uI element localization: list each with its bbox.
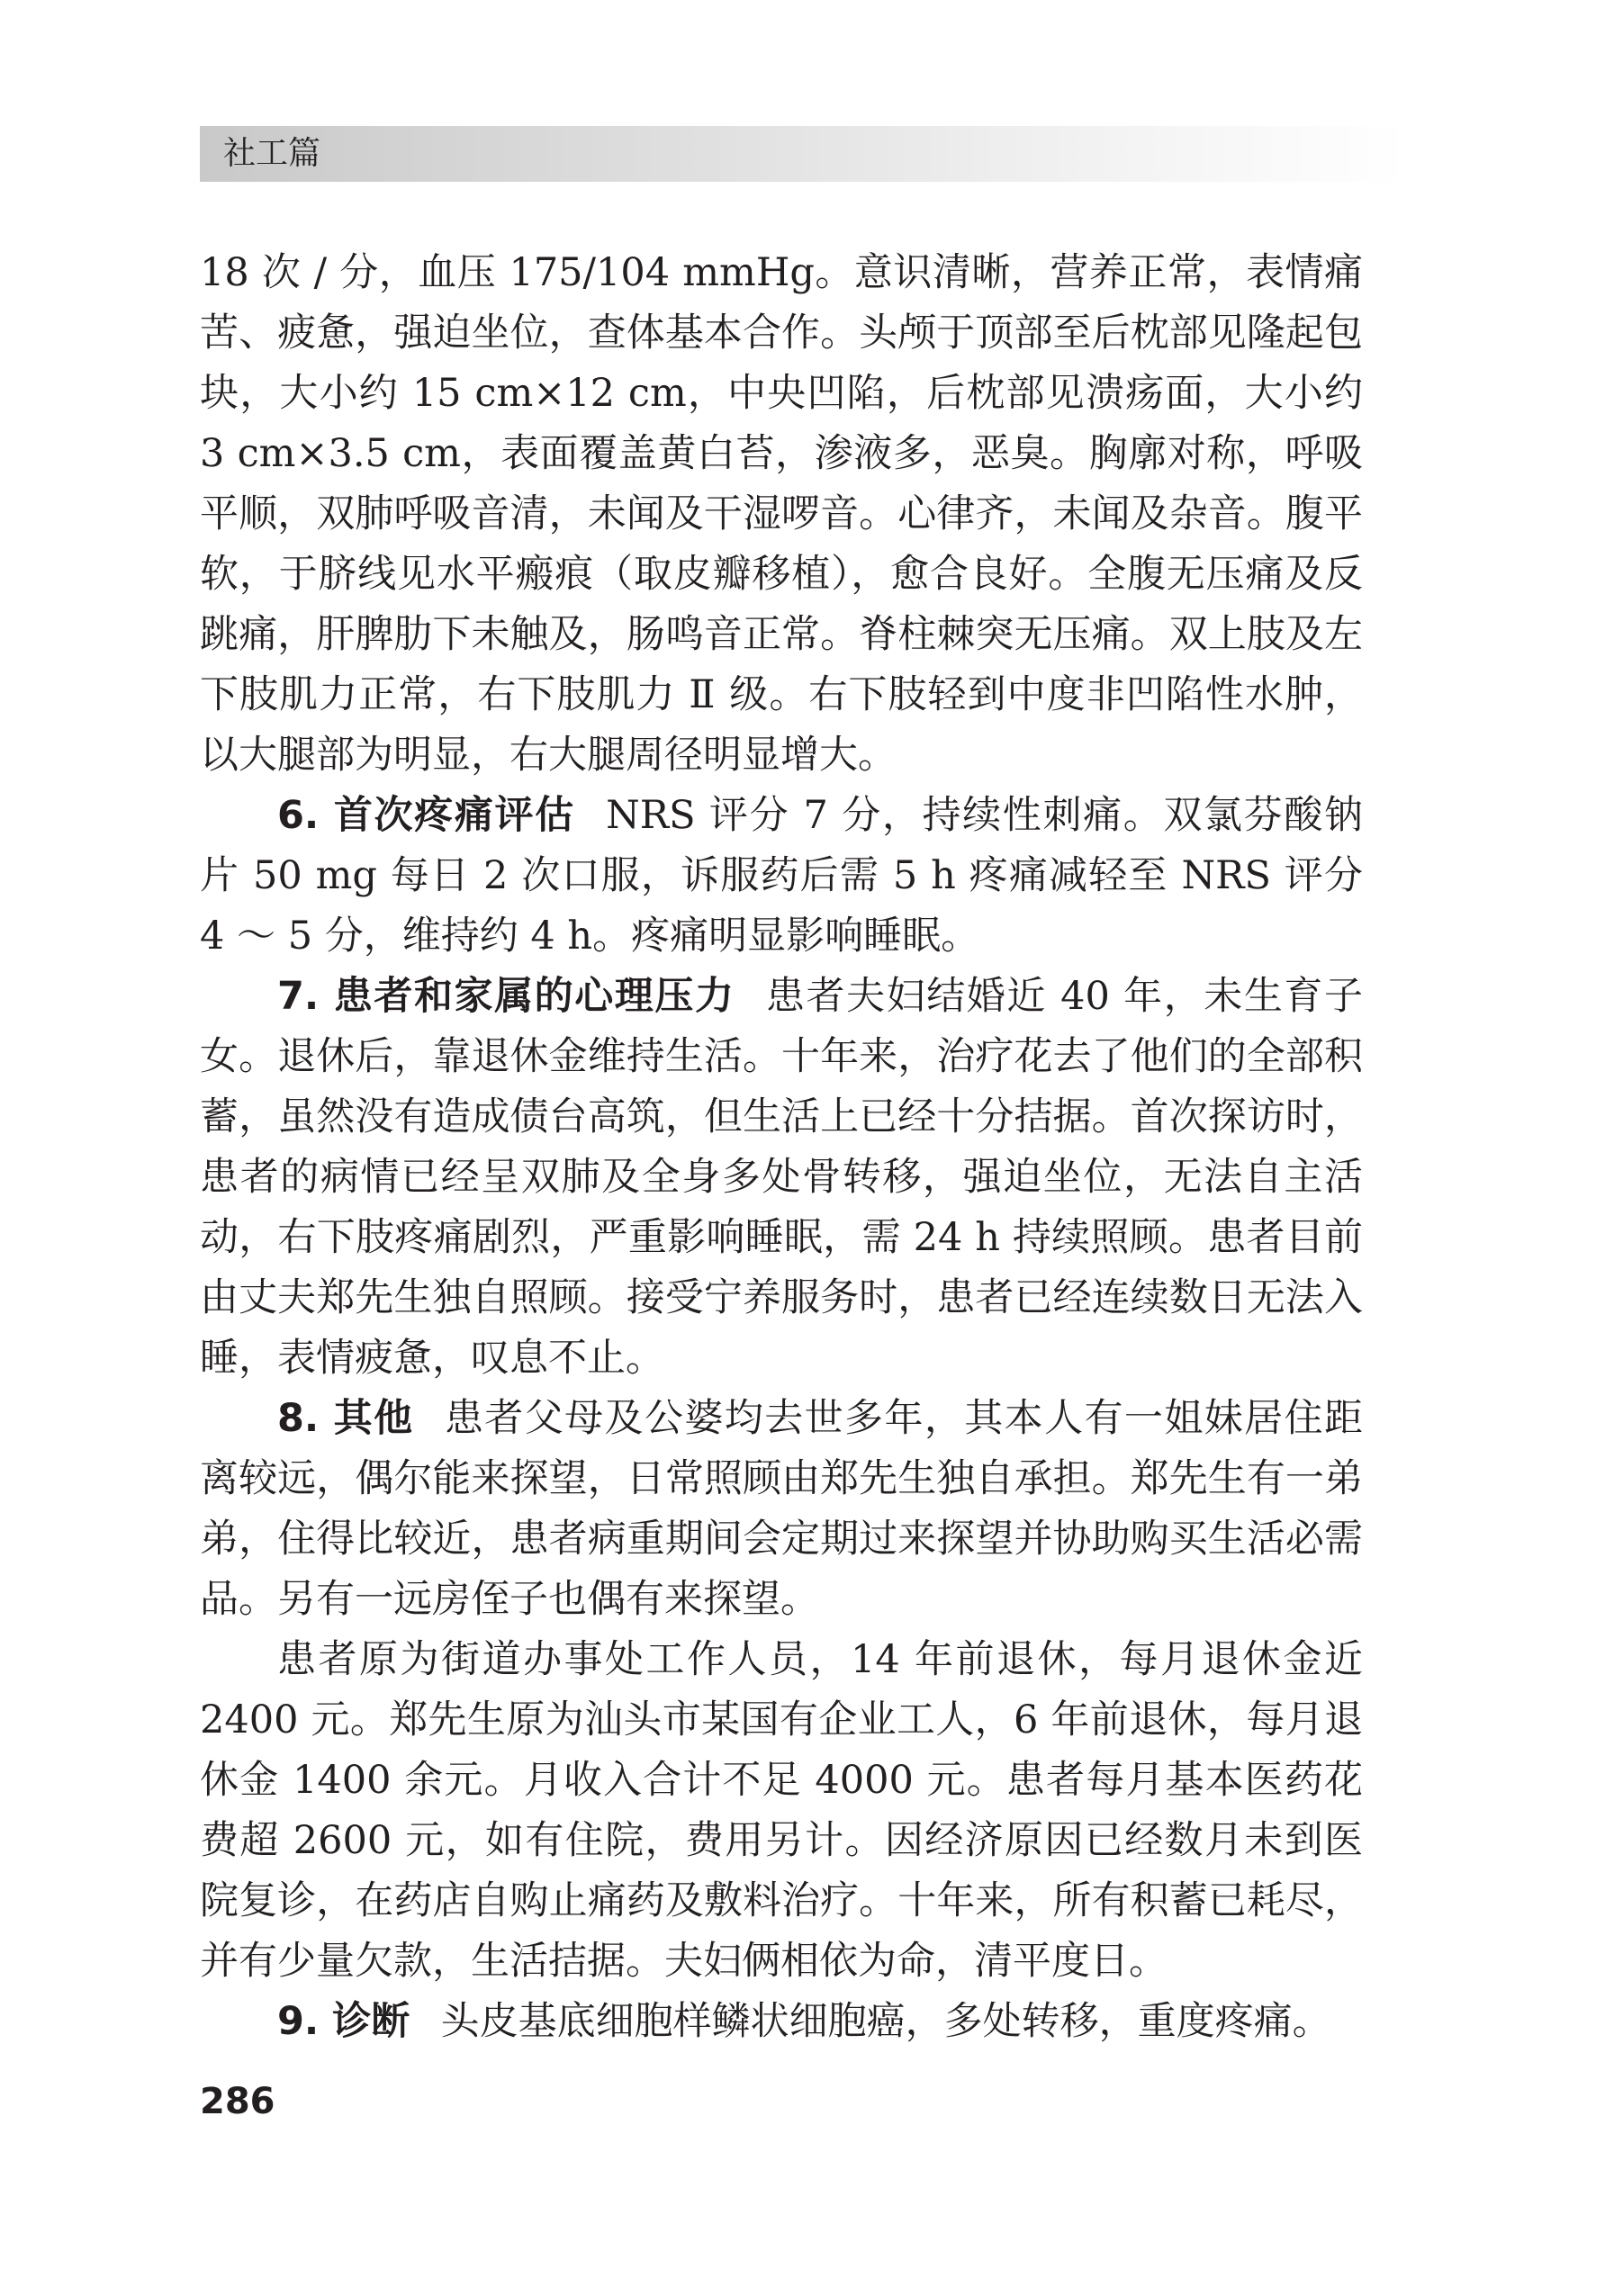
section-7-heading: 7. 患者和家属的心理压力 xyxy=(277,974,735,1019)
section-8-text: 患者父母及公婆均去世多年，其本人有一姐妹居住距离较远，偶尔能来探望，日常照顾由郑先生独自承担。郑先生有一弟弟，住得比较近，患者病重期间会定期过来探望并协助购买生活必需品。另有一远房侄子也偶有来探望。 xyxy=(200,1396,1364,1622)
section-6-text: NRS 评分 7 分，持续性刺痛。双氯芬酸钠片 50 mg 每日 2 次口服，诉服药后需 5 h 疼痛减轻至 NRS 评分 4 ～ 5 分，维持约 4 h。疼痛明显影响睡眠。 xyxy=(200,793,1363,959)
section-7-paragraph xyxy=(200,967,1363,1389)
section-9-heading: 9. 诊断 xyxy=(277,1999,410,2044)
section-title: 社工篇 xyxy=(223,135,321,172)
section-7-text: 患者夫妇结婚近 40 年，未生育子女。退休后，靠退休金维持生活。十年来，治疗花去了他们的全部积蓄，虽然没有造成债台高筑，但生活上已经十分拮据。首次探访时，患者的病情已经呈双肺及全身多处骨转移，强迫坐位，无法自主活动，右下肢疼痛剧烈，严重影响睡眠，需 24 h 持续照顾。患者目前由丈夫郑先生独自照顾。接受宁养服务时，患者已经连续数日无法入睡，表情疲惫，叹息不止。 xyxy=(200,974,1363,1381)
section-6-paragraph xyxy=(200,786,1363,967)
physical-exam-paragraph: 18 次 / 分，血压 175/104 mmHg。意识清晰，营养正常，表情痛苦、疲惫，强迫坐位，查体基本合作。头颅于顶部至后枕部见隆起包块，大小约 15 cm×12 cm，中央凹陷，后枕部见溃疡面，大小约 3 cm×3.5 cm，表面覆盖黄白苔，渗液多，恶臭。胸廓对称，呼吸平顺，双肺呼吸音清，未闻及干湿啰音。心律齐，未闻及杂音。腹平软，于脐线见水平瘢痕（取皮瓣移植），愈合良好。全腹无压痛及反跳痛，肝脾肋下未触及，肠鸣音正常。脊柱棘突无压痛。双上肢及左下肢肌力正常，右下肢肌力 Ⅱ 级。右下肢轻到中度非凹陷性水肿，以大腿部为明显，右大腿周径明显增大。 xyxy=(200,250,1363,778)
section-9-text: 头皮基底细胞样鳞状细胞癌，多处转移，重度疼痛。 xyxy=(440,1999,1331,2044)
section-8-heading: 8. 其他 xyxy=(277,1396,414,1441)
page-number: 286 xyxy=(200,2081,275,2122)
page-body xyxy=(200,243,1363,2052)
section-6-heading: 6. 首次疼痛评估 xyxy=(277,793,575,838)
finance-paragraph: 患者原为街道办事处工作人员，14 年前退休，每月退休金近 2400 元。郑先生原为汕头市某国有企业工人，6 年前退休，每月退休金 1400 余元。月收入合计不足 4000 元。患者每月基本医药花费超 2600 元，如有住院，费用另计。因经济原因已经数月未到医院复诊，在药店自购止痛药及敷料治疗。十年来，所有积蓄已耗尽，并有少量欠款，生活拮据。夫妇俩相依为命，清平度日。 xyxy=(200,1637,1363,1984)
header-band xyxy=(200,126,1406,182)
section-8-paragraph xyxy=(200,1389,1363,1630)
section-9-paragraph xyxy=(200,1992,1363,2052)
